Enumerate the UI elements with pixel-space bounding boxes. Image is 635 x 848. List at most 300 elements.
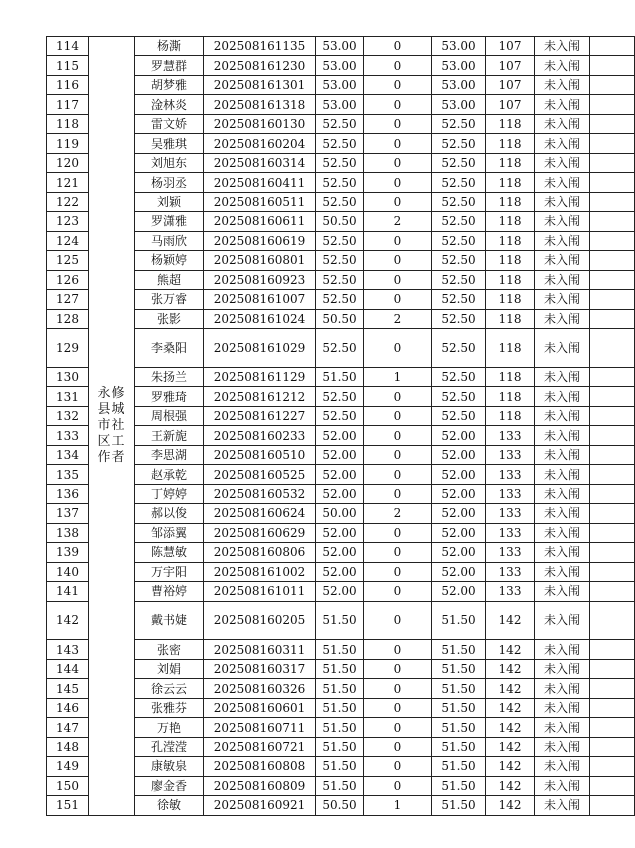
serial-number-cell: 150 xyxy=(47,776,89,795)
written-score-cell: 52.50 xyxy=(316,231,364,250)
status-cell: 未入闱 xyxy=(535,406,590,425)
table-row xyxy=(47,737,635,756)
written-score-cell: 52.50 xyxy=(316,406,364,425)
rank-cell: 107 xyxy=(486,37,535,56)
rank-cell: 107 xyxy=(486,56,535,75)
status-cell: 未入闱 xyxy=(535,757,590,776)
bonus-score-cell: 0 xyxy=(364,290,432,309)
written-score-cell: 50.00 xyxy=(316,504,364,523)
name-cell: 康敏泉 xyxy=(135,757,204,776)
total-score-cell: 52.00 xyxy=(432,582,486,601)
note-cell xyxy=(590,679,635,698)
bonus-score-cell: 0 xyxy=(364,153,432,172)
exam-id-cell: 202508160801 xyxy=(204,251,316,270)
total-score-cell: 51.50 xyxy=(432,718,486,737)
bonus-score-cell: 0 xyxy=(364,640,432,659)
serial-number-cell: 124 xyxy=(47,231,89,250)
name-cell: 万艳 xyxy=(135,718,204,737)
bonus-score-cell: 2 xyxy=(364,504,432,523)
serial-number-cell: 151 xyxy=(47,796,89,815)
status-cell: 未入闱 xyxy=(535,251,590,270)
written-score-cell: 51.50 xyxy=(316,367,364,386)
written-score-cell: 52.50 xyxy=(316,387,364,406)
name-cell: 廖金香 xyxy=(135,776,204,795)
written-score-cell: 53.00 xyxy=(316,37,364,56)
rank-cell: 133 xyxy=(486,465,535,484)
table-row xyxy=(47,504,635,523)
note-cell xyxy=(590,640,635,659)
bonus-score-cell: 0 xyxy=(364,251,432,270)
exam-id-cell: 202508160130 xyxy=(204,114,316,133)
exam-id-cell: 202508160314 xyxy=(204,153,316,172)
written-score-cell: 52.00 xyxy=(316,562,364,581)
note-cell xyxy=(590,212,635,231)
serial-number-cell: 141 xyxy=(47,582,89,601)
written-score-cell: 53.00 xyxy=(316,75,364,94)
note-cell xyxy=(590,718,635,737)
rank-cell: 118 xyxy=(486,153,535,172)
rank-cell: 118 xyxy=(486,270,535,289)
name-cell: 雷文娇 xyxy=(135,114,204,133)
bonus-score-cell: 0 xyxy=(364,698,432,717)
rank-cell: 118 xyxy=(486,329,535,368)
exam-id-cell: 202508160923 xyxy=(204,270,316,289)
name-cell: 徐敏 xyxy=(135,796,204,815)
total-score-cell: 51.50 xyxy=(432,640,486,659)
written-score-cell: 52.50 xyxy=(316,153,364,172)
table-row xyxy=(47,640,635,659)
exam-id-cell: 202508161024 xyxy=(204,309,316,328)
table-row xyxy=(47,465,635,484)
written-score-cell: 52.50 xyxy=(316,173,364,192)
exam-id-cell: 202508161129 xyxy=(204,367,316,386)
total-score-cell: 52.50 xyxy=(432,309,486,328)
rank-cell: 133 xyxy=(486,504,535,523)
table-row xyxy=(47,387,635,406)
rank-cell: 142 xyxy=(486,601,535,640)
exam-id-cell: 202508160721 xyxy=(204,737,316,756)
rank-cell: 118 xyxy=(486,290,535,309)
exam-id-cell: 202508161007 xyxy=(204,290,316,309)
name-cell: 戴书婕 xyxy=(135,601,204,640)
exam-id-cell: 202508160411 xyxy=(204,173,316,192)
bonus-score-cell: 1 xyxy=(364,367,432,386)
bonus-score-cell: 0 xyxy=(364,465,432,484)
table-row xyxy=(47,290,635,309)
bonus-score-cell: 0 xyxy=(364,387,432,406)
total-score-cell: 52.50 xyxy=(432,114,486,133)
rank-cell: 142 xyxy=(486,698,535,717)
note-cell xyxy=(590,796,635,815)
total-score-cell: 52.00 xyxy=(432,445,486,464)
total-score-cell: 52.50 xyxy=(432,134,486,153)
rank-cell: 118 xyxy=(486,387,535,406)
note-cell xyxy=(590,465,635,484)
rank-cell: 118 xyxy=(486,309,535,328)
status-cell: 未入闱 xyxy=(535,387,590,406)
bonus-score-cell: 0 xyxy=(364,329,432,368)
status-cell: 未入闱 xyxy=(535,640,590,659)
name-cell: 吴雅琪 xyxy=(135,134,204,153)
status-cell: 未入闱 xyxy=(535,601,590,640)
bonus-score-cell: 0 xyxy=(364,562,432,581)
rank-cell: 118 xyxy=(486,212,535,231)
total-score-cell: 52.00 xyxy=(432,504,486,523)
serial-number-cell: 148 xyxy=(47,737,89,756)
note-cell xyxy=(590,582,635,601)
note-cell xyxy=(590,192,635,211)
total-score-cell: 52.50 xyxy=(432,406,486,425)
name-cell: 张密 xyxy=(135,640,204,659)
rank-cell: 133 xyxy=(486,582,535,601)
serial-number-cell: 128 xyxy=(47,309,89,328)
note-cell xyxy=(590,601,635,640)
bonus-score-cell: 0 xyxy=(364,173,432,192)
serial-number-cell: 132 xyxy=(47,406,89,425)
total-score-cell: 52.50 xyxy=(432,387,486,406)
status-cell: 未入闱 xyxy=(535,95,590,114)
total-score-cell: 52.50 xyxy=(432,231,486,250)
status-cell: 未入闱 xyxy=(535,309,590,328)
name-cell: 罗慧群 xyxy=(135,56,204,75)
serial-number-cell: 114 xyxy=(47,37,89,56)
bonus-score-cell: 2 xyxy=(364,212,432,231)
written-score-cell: 51.50 xyxy=(316,718,364,737)
score-table-body xyxy=(47,37,635,816)
exam-id-cell: 202508160629 xyxy=(204,523,316,542)
rank-cell: 118 xyxy=(486,406,535,425)
serial-number-cell: 140 xyxy=(47,562,89,581)
status-cell: 未入闱 xyxy=(535,737,590,756)
name-cell: 王新旎 xyxy=(135,426,204,445)
written-score-cell: 52.00 xyxy=(316,523,364,542)
total-score-cell: 51.50 xyxy=(432,757,486,776)
name-cell: 孔滢滢 xyxy=(135,737,204,756)
serial-number-cell: 147 xyxy=(47,718,89,737)
table-row xyxy=(47,776,635,795)
note-cell xyxy=(590,270,635,289)
status-cell: 未入闱 xyxy=(535,543,590,562)
total-score-cell: 51.50 xyxy=(432,796,486,815)
written-score-cell: 52.50 xyxy=(316,114,364,133)
table-row xyxy=(47,173,635,192)
exam-id-cell: 202508161230 xyxy=(204,56,316,75)
status-cell: 未入闱 xyxy=(535,582,590,601)
written-score-cell: 50.50 xyxy=(316,309,364,328)
exam-id-cell: 202508160619 xyxy=(204,231,316,250)
written-score-cell: 52.00 xyxy=(316,426,364,445)
table-row xyxy=(47,329,635,368)
table-row xyxy=(47,562,635,581)
written-score-cell: 51.50 xyxy=(316,698,364,717)
exam-id-cell: 202508160711 xyxy=(204,718,316,737)
rank-cell: 142 xyxy=(486,640,535,659)
exam-id-cell: 202508160511 xyxy=(204,192,316,211)
bonus-score-cell: 0 xyxy=(364,114,432,133)
exam-id-cell: 202508161029 xyxy=(204,329,316,368)
serial-number-cell: 121 xyxy=(47,173,89,192)
status-cell: 未入闱 xyxy=(535,796,590,815)
written-score-cell: 52.00 xyxy=(316,484,364,503)
exam-id-cell: 202508160233 xyxy=(204,426,316,445)
exam-id-cell: 202508160624 xyxy=(204,504,316,523)
exam-id-cell: 202508160611 xyxy=(204,212,316,231)
name-cell: 罗雅琦 xyxy=(135,387,204,406)
table-row xyxy=(47,601,635,640)
note-cell xyxy=(590,757,635,776)
total-score-cell: 52.50 xyxy=(432,153,486,172)
table-row xyxy=(47,56,635,75)
exam-id-cell: 202508160809 xyxy=(204,776,316,795)
status-cell: 未入闱 xyxy=(535,134,590,153)
status-cell: 未入闱 xyxy=(535,153,590,172)
status-cell: 未入闱 xyxy=(535,698,590,717)
written-score-cell: 51.50 xyxy=(316,737,364,756)
exam-id-cell: 202508160806 xyxy=(204,543,316,562)
table-row xyxy=(47,679,635,698)
rank-cell: 142 xyxy=(486,737,535,756)
serial-number-cell: 119 xyxy=(47,134,89,153)
written-score-cell: 51.50 xyxy=(316,640,364,659)
exam-id-cell: 202508161318 xyxy=(204,95,316,114)
written-score-cell: 52.00 xyxy=(316,582,364,601)
written-score-cell: 52.50 xyxy=(316,251,364,270)
note-cell xyxy=(590,367,635,386)
status-cell: 未入闱 xyxy=(535,114,590,133)
bonus-score-cell: 0 xyxy=(364,484,432,503)
table-row xyxy=(47,37,635,56)
written-score-cell: 52.50 xyxy=(316,329,364,368)
table-row xyxy=(47,114,635,133)
written-score-cell: 52.50 xyxy=(316,192,364,211)
note-cell xyxy=(590,737,635,756)
name-cell: 赵承乾 xyxy=(135,465,204,484)
name-cell: 杨澌 xyxy=(135,37,204,56)
rank-cell: 142 xyxy=(486,757,535,776)
serial-number-cell: 126 xyxy=(47,270,89,289)
note-cell xyxy=(590,484,635,503)
name-cell: 张雅芬 xyxy=(135,698,204,717)
note-cell xyxy=(590,523,635,542)
table-row xyxy=(47,445,635,464)
total-score-cell: 53.00 xyxy=(432,75,486,94)
serial-number-cell: 133 xyxy=(47,426,89,445)
total-score-cell: 51.50 xyxy=(432,659,486,678)
status-cell: 未入闱 xyxy=(535,212,590,231)
status-cell: 未入闱 xyxy=(535,270,590,289)
total-score-cell: 52.50 xyxy=(432,212,486,231)
note-cell xyxy=(590,543,635,562)
rank-cell: 142 xyxy=(486,718,535,737)
rank-cell: 133 xyxy=(486,523,535,542)
status-cell: 未入闱 xyxy=(535,562,590,581)
table-row xyxy=(47,231,635,250)
serial-number-cell: 134 xyxy=(47,445,89,464)
bonus-score-cell: 0 xyxy=(364,776,432,795)
bonus-score-cell: 0 xyxy=(364,757,432,776)
total-score-cell: 52.50 xyxy=(432,251,486,270)
bonus-score-cell: 0 xyxy=(364,659,432,678)
status-cell: 未入闱 xyxy=(535,776,590,795)
note-cell xyxy=(590,387,635,406)
note-cell xyxy=(590,309,635,328)
status-cell: 未入闱 xyxy=(535,75,590,94)
serial-number-cell: 122 xyxy=(47,192,89,211)
name-cell: 陈慧敏 xyxy=(135,543,204,562)
bonus-score-cell: 0 xyxy=(364,192,432,211)
serial-number-cell: 135 xyxy=(47,465,89,484)
name-cell: 郝以俊 xyxy=(135,504,204,523)
table-row xyxy=(47,134,635,153)
exam-id-cell: 202508161011 xyxy=(204,582,316,601)
serial-number-cell: 139 xyxy=(47,543,89,562)
table-row xyxy=(47,192,635,211)
serial-number-cell: 143 xyxy=(47,640,89,659)
rank-cell: 118 xyxy=(486,134,535,153)
bonus-score-cell: 0 xyxy=(364,95,432,114)
table-row xyxy=(47,582,635,601)
rank-cell: 118 xyxy=(486,231,535,250)
bonus-score-cell: 0 xyxy=(364,134,432,153)
total-score-cell: 52.50 xyxy=(432,192,486,211)
exam-id-cell: 202508161301 xyxy=(204,75,316,94)
serial-number-cell: 120 xyxy=(47,153,89,172)
note-cell xyxy=(590,776,635,795)
written-score-cell: 52.00 xyxy=(316,465,364,484)
name-cell: 刘娟 xyxy=(135,659,204,678)
total-score-cell: 52.50 xyxy=(432,270,486,289)
table-row xyxy=(47,426,635,445)
written-score-cell: 51.50 xyxy=(316,757,364,776)
note-cell xyxy=(590,231,635,250)
written-score-cell: 52.00 xyxy=(316,445,364,464)
table-row xyxy=(47,698,635,717)
rank-cell: 142 xyxy=(486,659,535,678)
note-cell xyxy=(590,562,635,581)
serial-number-cell: 136 xyxy=(47,484,89,503)
status-cell: 未入闱 xyxy=(535,659,590,678)
table-row xyxy=(47,367,635,386)
table-row xyxy=(47,309,635,328)
name-cell: 刘颖 xyxy=(135,192,204,211)
written-score-cell: 51.50 xyxy=(316,679,364,698)
table-row xyxy=(47,270,635,289)
bonus-score-cell: 0 xyxy=(364,56,432,75)
bonus-score-cell: 0 xyxy=(364,543,432,562)
total-score-cell: 53.00 xyxy=(432,56,486,75)
name-cell: 朱扬兰 xyxy=(135,367,204,386)
note-cell xyxy=(590,426,635,445)
total-score-cell: 52.00 xyxy=(432,562,486,581)
table-row xyxy=(47,523,635,542)
status-cell: 未入闱 xyxy=(535,679,590,698)
note-cell xyxy=(590,329,635,368)
status-cell: 未入闱 xyxy=(535,718,590,737)
written-score-cell: 51.50 xyxy=(316,659,364,678)
serial-number-cell: 144 xyxy=(47,659,89,678)
total-score-cell: 52.00 xyxy=(432,465,486,484)
table-row xyxy=(47,75,635,94)
score-table xyxy=(46,36,635,816)
exam-id-cell: 202508160326 xyxy=(204,679,316,698)
note-cell xyxy=(590,56,635,75)
table-row xyxy=(47,406,635,425)
total-score-cell: 52.00 xyxy=(432,484,486,503)
total-score-cell: 52.50 xyxy=(432,173,486,192)
table-row xyxy=(47,659,635,678)
written-score-cell: 53.00 xyxy=(316,95,364,114)
name-cell: 李思湖 xyxy=(135,445,204,464)
table-row xyxy=(47,95,635,114)
written-score-cell: 52.50 xyxy=(316,290,364,309)
total-score-cell: 52.00 xyxy=(432,426,486,445)
bonus-score-cell: 0 xyxy=(364,737,432,756)
exam-id-cell: 202508160510 xyxy=(204,445,316,464)
rank-cell: 133 xyxy=(486,426,535,445)
table-row xyxy=(47,796,635,815)
name-cell: 淦林炎 xyxy=(135,95,204,114)
status-cell: 未入闱 xyxy=(535,56,590,75)
rank-cell: 142 xyxy=(486,679,535,698)
serial-number-cell: 145 xyxy=(47,679,89,698)
status-cell: 未入闱 xyxy=(535,465,590,484)
written-score-cell: 50.50 xyxy=(316,796,364,815)
bonus-score-cell: 0 xyxy=(364,679,432,698)
written-score-cell: 52.50 xyxy=(316,270,364,289)
name-cell: 邹添翼 xyxy=(135,523,204,542)
exam-id-cell: 202508161212 xyxy=(204,387,316,406)
note-cell xyxy=(590,290,635,309)
serial-number-cell: 117 xyxy=(47,95,89,114)
table-row xyxy=(47,757,635,776)
serial-number-cell: 138 xyxy=(47,523,89,542)
bonus-score-cell: 2 xyxy=(364,309,432,328)
rank-cell: 118 xyxy=(486,114,535,133)
written-score-cell: 51.50 xyxy=(316,776,364,795)
note-cell xyxy=(590,251,635,270)
serial-number-cell: 123 xyxy=(47,212,89,231)
table-row xyxy=(47,718,635,737)
total-score-cell: 51.50 xyxy=(432,601,486,640)
table-row xyxy=(47,251,635,270)
total-score-cell: 51.50 xyxy=(432,737,486,756)
status-cell: 未入闱 xyxy=(535,523,590,542)
unit-label: 永修县城市社区工作者 xyxy=(97,385,126,465)
exam-id-cell: 202508161135 xyxy=(204,37,316,56)
name-cell: 熊超 xyxy=(135,270,204,289)
table-row xyxy=(47,484,635,503)
name-cell: 周根强 xyxy=(135,406,204,425)
exam-id-cell: 202508161227 xyxy=(204,406,316,425)
rank-cell: 133 xyxy=(486,445,535,464)
serial-number-cell: 131 xyxy=(47,387,89,406)
exam-id-cell: 202508160921 xyxy=(204,796,316,815)
serial-number-cell: 118 xyxy=(47,114,89,133)
status-cell: 未入闱 xyxy=(535,426,590,445)
bonus-score-cell: 0 xyxy=(364,601,432,640)
note-cell xyxy=(590,659,635,678)
exam-id-cell: 202508160205 xyxy=(204,601,316,640)
status-cell: 未入闱 xyxy=(535,329,590,368)
written-score-cell: 51.50 xyxy=(316,601,364,640)
rank-cell: 107 xyxy=(486,75,535,94)
bonus-score-cell: 0 xyxy=(364,270,432,289)
note-cell xyxy=(590,406,635,425)
serial-number-cell: 115 xyxy=(47,56,89,75)
total-score-cell: 52.50 xyxy=(432,367,486,386)
rank-cell: 118 xyxy=(486,192,535,211)
total-score-cell: 51.50 xyxy=(432,776,486,795)
